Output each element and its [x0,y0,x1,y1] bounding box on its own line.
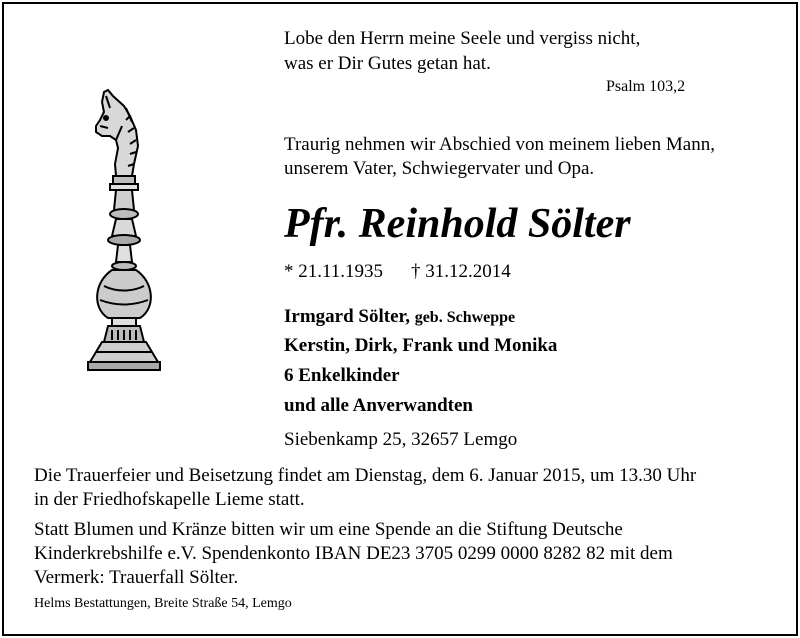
intro-line-2: unserem Vater, Schwiegervater und Opa. [284,158,595,179]
donation-line-3: Vermerk: Trauerfall Sölter. [34,567,239,588]
life-dates [284,262,511,281]
verse-line-2: was er Dir Gutes getan hat. [284,53,491,74]
verse-line-1: Lobe den Herrn meine Seele und vergiss nicht, [284,28,641,49]
intro-line-1: Traurig nehmen wir Abschied von meinem lieben Mann, [284,134,715,155]
funeral-line-2: in der Friedhofskapelle Lieme statt. [34,489,305,510]
undertaker: Helms Bestattungen, Breite Straße 54, Lemgo [34,596,292,611]
spouse-name: Irmgard Sölter, [284,306,410,327]
donation-line-2: Kinderkrebshilfe e.V. Spendenkonto IBAN DE23 3705 0299 0000 8282 82 mit dem [34,543,673,564]
birth-date: * 21.11.1935 [284,261,384,282]
chess-knight-icon [86,86,164,376]
children: Kerstin, Dirk, Frank und Monika [284,335,558,356]
family-address: Siebenkamp 25, 32657 Lemgo [284,429,518,450]
verse-reference: Psalm 103,2 [606,78,686,95]
grandchildren: 6 Enkelkinder [284,365,400,386]
funeral-line-1: Die Trauerfeier und Beisetzung findet am Dienstag, dem 6. Januar 2015, um 13.30 Uhr [34,465,697,486]
spouse-maiden-name: geb. Schweppe [414,309,516,326]
spouse [284,307,515,326]
donation-line-1: Statt Blumen und Kränze bitten wir um eine Spende an die Stiftung Deutsche [34,519,623,540]
deceased-name: Pfr. Reinhold Sölter [284,201,631,247]
relatives: und alle Anverwandten [284,395,473,416]
death-date: † 31.12.2014 [411,261,511,282]
